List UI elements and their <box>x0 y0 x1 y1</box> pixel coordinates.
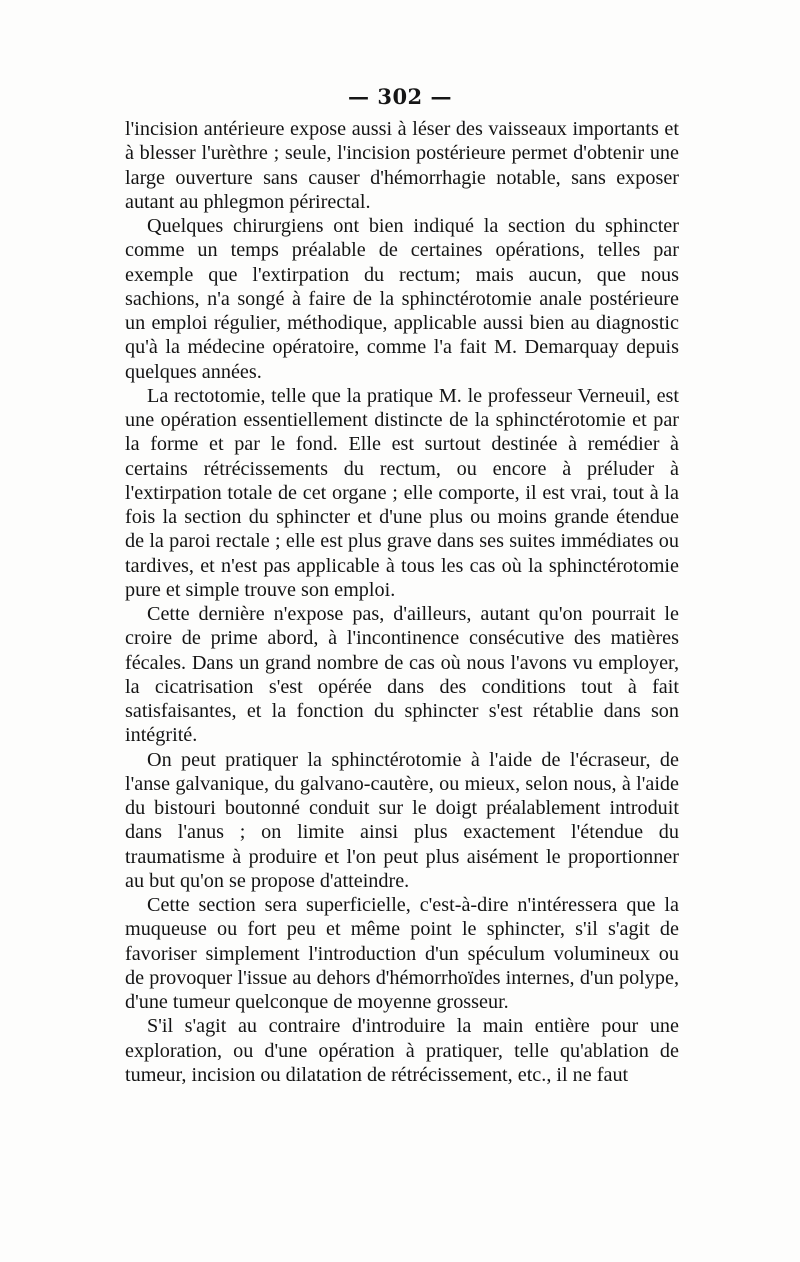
paragraph: La rectotomie, telle que la pratique M. le professeur Verneuil, est une opération essentiellement distincte de la sphinctérotomie et par la forme et par le fond. Elle est surtout destinée à remédier à certains rétrécissements du rectum, ou encore à préluder à l'extirpation totale de cet organe ; elle comporte, il est vrai, tout à la fois la section du sphincter et d'une plus ou moins grande étendue de la paroi rectale ; elle est plus grave dans ses suites immédiates ou tardives, et n'est pas applicable à tous les cas où la sphinctérotomie pure et simple trouve son emploi. <box>125 384 679 601</box>
body-text <box>125 117 679 1087</box>
paragraph: S'il s'agit au contraire d'introduire la main entière pour une exploration, ou d'une opération à pratiquer, telle qu'ablation de tumeur, incision ou dilatation de rétrécissement, etc., il ne faut <box>125 1015 679 1086</box>
paragraph: l'incision antérieure expose aussi à léser des vaisseaux importants et à blesser l'urèthre ; seule, l'incision postérieure permet d'obtenir une large ouverture sans causer d'hémorrhagie notable, sans exposer autant au phlegmon périrectal. <box>125 118 679 213</box>
paragraph: Cette section sera superficielle, c'est-à-dire n'intéressera que la muqueuse ou fort peu et même point le sphincter, s'il s'agit de favoriser simplement l'introduction d'un spéculum volumineux ou de provoquer l'issue au dehors d'hémorrhoïdes internes, d'un polype, d'une tumeur quelconque de moyenne grosseur. <box>125 894 679 1013</box>
paragraph: Quelques chirurgiens ont bien indiqué la section du sphincter comme un temps préalable de certaines opérations, telles par exemple que l'extirpation du rectum; mais aucun, que nous sachions, n'a songé à faire de la sphinctérotomie anale postérieure un emploi régulier, méthodique, applicable aussi bien au diagnostic qu'à la médecine opératoire, comme l'a fait M. Demarquay depuis quelques années. <box>125 215 679 383</box>
page-number: — 302 — <box>348 84 452 109</box>
paragraph: On peut pratiquer la sphinctérotomie à l'aide de l'écraseur, de l'anse galvanique, du galvano-cautère, ou mieux, selon nous, à l'aide du bistouri boutonné conduit sur le doigt préalablement introduit dans l'anus ; on limite ainsi plus exactement l'étendue du traumatisme à produire et l'on peut plus aisément le proportionner au but qu'on se propose d'atteindre. <box>125 748 679 892</box>
paragraph: Cette dernière n'expose pas, d'ailleurs, autant qu'on pourrait le croire de prime abord, à l'incontinence consécutive des matières fécales. Dans un grand nombre de cas où nous l'avons vu employer, la cicatrisation s'est opérée dans des conditions tout à fait satisfaisantes, et la fonction du sphincter s'est rétablie dans son intégrité. <box>125 603 679 747</box>
